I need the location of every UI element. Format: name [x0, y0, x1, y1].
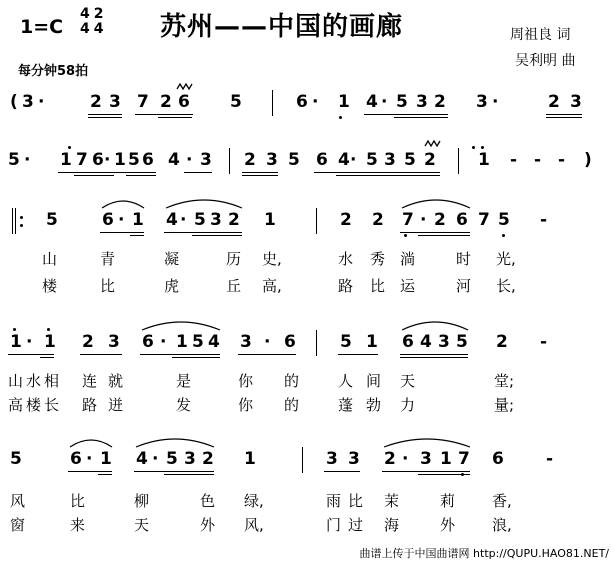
beam: [98, 474, 112, 475]
note: 3: [570, 92, 582, 112]
beam: [40, 357, 54, 358]
note: ·: [420, 210, 427, 230]
lyric-char: 发: [176, 396, 192, 414]
lyric-char: 水: [26, 372, 42, 390]
lyric-char: 比: [370, 277, 386, 295]
lyric-char: 水: [338, 250, 354, 268]
lyric-char: 天: [134, 516, 150, 534]
beam: [134, 471, 214, 472]
note: 7: [137, 92, 149, 112]
beam: [418, 235, 470, 236]
note: ·: [152, 449, 159, 469]
beam: [130, 235, 144, 236]
note: 1: [176, 332, 188, 352]
beam: [74, 175, 114, 176]
repeat-dot: [20, 216, 23, 219]
note: ·: [402, 449, 409, 469]
lyric-char: 史,: [262, 250, 282, 268]
beam: [382, 471, 470, 472]
beam: [192, 235, 242, 236]
lyric-char: 迸: [108, 396, 124, 414]
note: 6: [492, 449, 504, 469]
lyric-char: 蓬: [338, 396, 354, 414]
note: ·: [38, 92, 45, 112]
beam: [394, 117, 448, 118]
lyric-char: 山: [8, 372, 24, 390]
beam: [336, 175, 440, 176]
beam: [112, 172, 156, 173]
note: 3: [476, 92, 488, 112]
beam: [140, 354, 220, 355]
note: 1: [338, 92, 350, 112]
lyric-char: 河: [456, 277, 472, 295]
barline: [458, 148, 459, 174]
slur: [400, 318, 470, 332]
lyric-char: 茉: [384, 492, 400, 510]
beam: [100, 232, 144, 233]
score-line-5: [0, 449, 615, 493]
score-line-1: [0, 92, 615, 136]
note: 3: [326, 449, 338, 469]
note: 6: [70, 449, 82, 469]
note: -: [510, 150, 518, 170]
composer-credit: 吴利明 曲: [515, 53, 576, 69]
note: -: [540, 332, 548, 352]
beam: [172, 357, 220, 358]
lyric-char: 过: [348, 516, 364, 534]
beam: [364, 114, 448, 115]
lyric-char: 浪,: [492, 516, 512, 534]
note: 3: [210, 210, 222, 230]
repeat-dot: [20, 224, 23, 227]
note: 2: [228, 210, 240, 230]
higher-octave-dot: [68, 146, 71, 149]
barline: [272, 90, 273, 116]
lyric-char: 淌: [400, 250, 416, 268]
note: 2: [496, 332, 508, 352]
note: ·: [264, 332, 271, 352]
lyric-char: 莉: [440, 492, 456, 510]
score-line-2: [0, 150, 615, 194]
note: 6: [178, 92, 190, 112]
note: 7: [402, 210, 414, 230]
lower-octave-dot: [502, 234, 505, 237]
beam: [242, 172, 278, 173]
beam: [164, 232, 242, 233]
note: 1: [132, 210, 144, 230]
key-signature: 1=C: [20, 16, 64, 38]
beam: [546, 114, 582, 115]
note: 2: [244, 150, 256, 170]
note: 2: [82, 332, 94, 352]
lyric-char: 你: [238, 396, 254, 414]
beam: [400, 354, 468, 355]
lyric-char: 运: [400, 277, 416, 295]
lyric-char: 路: [82, 396, 98, 414]
note: 6: [142, 150, 154, 170]
lyrics-verse1-line1: [0, 248, 615, 268]
note: 5: [8, 150, 20, 170]
note: 1: [60, 150, 72, 170]
note: 2: [548, 92, 560, 112]
lyric-char: 堂;: [494, 372, 515, 390]
note: ·: [492, 92, 499, 112]
note: 3: [240, 332, 252, 352]
time-signature: [80, 7, 120, 37]
note: 4: [166, 210, 178, 230]
lyric-char: 外: [200, 516, 216, 534]
note: 3: [384, 150, 396, 170]
lyric-char: 丘: [226, 277, 242, 295]
slur: [400, 196, 472, 210]
note: 1: [10, 332, 22, 352]
lyric-char: 海: [384, 516, 400, 534]
note: 4: [208, 332, 220, 352]
barline: [229, 148, 230, 174]
barline: [316, 330, 317, 356]
note: 2: [372, 210, 384, 230]
beam: [164, 474, 214, 475]
lyric-char: 窗: [10, 516, 26, 534]
lyric-char: 凝: [164, 250, 180, 268]
beam: [324, 471, 360, 472]
note: 1: [114, 150, 126, 170]
lyric-char: 勃: [366, 396, 382, 414]
beam: [8, 354, 54, 355]
note: 6: [142, 332, 154, 352]
note: -: [540, 210, 548, 230]
note: 5: [396, 92, 408, 112]
note: 5: [194, 210, 206, 230]
beam: [126, 175, 156, 176]
higher-octave-dot: [47, 328, 50, 331]
lyrics-verse2-line1: [0, 275, 615, 295]
note: 1: [100, 449, 112, 469]
note: 4: [338, 150, 350, 170]
note: 6: [296, 92, 308, 112]
note: 2: [340, 210, 352, 230]
note: 7: [76, 150, 88, 170]
beam: [184, 172, 212, 173]
source-watermark: 曲谱上传于中国曲谱网 http://QUPU.HAO81.NET/: [359, 547, 609, 560]
slur: [164, 196, 244, 210]
note: 1: [264, 210, 276, 230]
repeat-start-barline: [15, 208, 16, 234]
note: 5: [404, 150, 416, 170]
note: 6: [102, 210, 114, 230]
lower-octave-dot: [339, 116, 342, 119]
note: 1: [440, 449, 452, 469]
beam: [58, 172, 114, 173]
lyric-char: 比: [70, 492, 86, 510]
lyric-char: 楼: [42, 277, 58, 295]
note: 5: [498, 210, 510, 230]
lyric-char: 绿,: [244, 492, 264, 510]
note: (: [10, 92, 18, 112]
lyric-char: 青: [100, 250, 116, 268]
higher-octave-dot: [472, 146, 475, 149]
lyric-char: 柳: [134, 492, 150, 510]
beam: [88, 114, 122, 115]
slur: [134, 435, 216, 449]
beam: [88, 117, 122, 118]
lower-octave-dot: [461, 473, 464, 476]
lyric-char: 连: [82, 372, 98, 390]
note: 1: [478, 150, 490, 170]
note: 2: [434, 92, 446, 112]
lyric-char: 高: [8, 396, 24, 414]
lyric-char: 比: [348, 492, 364, 510]
note: 3: [108, 332, 120, 352]
beam: [242, 175, 278, 176]
beam: [68, 471, 112, 472]
note: ·: [350, 150, 357, 170]
lyric-char: 秀: [370, 250, 386, 268]
lyric-char: 天: [400, 372, 416, 390]
note: 4: [366, 92, 378, 112]
beam: [400, 232, 470, 233]
note: 7: [478, 210, 490, 230]
note: 6: [284, 332, 296, 352]
note: -: [534, 150, 542, 170]
note: ·: [312, 92, 319, 112]
lyrics-verse2-line2: [0, 394, 615, 414]
lyric-char: 相: [44, 372, 60, 390]
note: 3: [109, 92, 121, 112]
higher-octave-dot: [13, 328, 16, 331]
note: 5: [366, 150, 378, 170]
note: 2: [384, 449, 396, 469]
note: ·: [104, 150, 111, 170]
tempo-marking: 每分钟58拍: [18, 64, 89, 79]
barline: [302, 447, 303, 473]
note: 6: [92, 150, 104, 170]
meter-4-4: 4 4: [80, 6, 90, 37]
lyric-char: 雨: [326, 492, 342, 510]
lyric-char: 你: [238, 372, 254, 390]
meter-2-4: 2 4: [93, 6, 104, 37]
note: -: [558, 150, 566, 170]
lyrics-verse2-line3: [0, 514, 615, 534]
lyric-char: 历: [226, 250, 242, 268]
slur: [100, 196, 146, 210]
mordent-mark: [176, 83, 194, 91]
lyric-char: 楼: [26, 396, 42, 414]
note: 3: [266, 150, 278, 170]
lyric-char: 间: [366, 372, 382, 390]
note: 4: [136, 449, 148, 469]
repeat-start-barline: [12, 208, 13, 234]
beam: [338, 354, 378, 355]
note: 5: [340, 332, 352, 352]
note: 3: [416, 92, 428, 112]
note: 2: [434, 210, 446, 230]
note: 5: [456, 332, 468, 352]
beam: [400, 357, 468, 358]
note: 5: [46, 210, 58, 230]
lyric-char: 就: [108, 372, 124, 390]
lyric-char: 量;: [494, 396, 515, 414]
note: 4: [420, 332, 432, 352]
lyric-char: 风,: [244, 516, 264, 534]
note: ·: [86, 449, 93, 469]
lyric-char: 香,: [492, 492, 512, 510]
lyric-char: 山: [42, 250, 58, 268]
note: 1: [244, 449, 256, 469]
beam: [546, 117, 582, 118]
lyric-char: 时: [456, 250, 472, 268]
note: ·: [24, 150, 31, 170]
note: ·: [118, 210, 125, 230]
note: -: [546, 449, 554, 469]
note: 6: [402, 332, 414, 352]
note: 5: [128, 150, 140, 170]
note: 3: [200, 150, 212, 170]
note: 3: [22, 92, 34, 112]
note: 1: [366, 332, 378, 352]
lyricist-credit: 周祖良 词: [510, 27, 571, 43]
note: 6: [456, 210, 468, 230]
note: 3: [184, 449, 196, 469]
lyrics-verse1-line3: [0, 490, 615, 510]
lyric-char: 来: [70, 516, 86, 534]
beam: [158, 117, 192, 118]
note: ·: [381, 92, 388, 112]
lyric-char: 的: [284, 372, 300, 390]
lyric-char: 路: [338, 277, 354, 295]
note: 3: [420, 449, 432, 469]
lyric-char: 人: [338, 372, 354, 390]
note: 7: [458, 449, 470, 469]
beam: [80, 354, 122, 355]
note: 6: [316, 150, 328, 170]
barline: [316, 208, 317, 234]
song-title: 苏州——中国的画廊: [160, 12, 404, 42]
note: ·: [160, 332, 167, 352]
note: 3: [438, 332, 450, 352]
lyric-char: 长,: [496, 277, 516, 295]
lyric-char: 风: [10, 492, 26, 510]
note: 2: [202, 449, 214, 469]
lyric-char: 色: [200, 492, 216, 510]
note: 3: [348, 449, 360, 469]
note: ·: [186, 150, 193, 170]
slur: [140, 318, 222, 332]
note: 1: [44, 332, 56, 352]
lyric-char: 门: [326, 516, 342, 534]
note: 5: [166, 449, 178, 469]
slur: [382, 435, 472, 449]
note: 2: [90, 92, 102, 112]
lyric-char: 比: [100, 277, 116, 295]
note: ·: [26, 332, 33, 352]
beam: [135, 114, 193, 115]
lyric-char: 是: [176, 372, 192, 390]
note: ·: [180, 210, 187, 230]
note: 5: [288, 150, 300, 170]
lyric-char: 光,: [496, 250, 516, 268]
higher-octave-dot: [481, 146, 484, 149]
note: 2: [160, 92, 172, 112]
lyric-char: 的: [284, 396, 300, 414]
lyric-char: 力: [400, 396, 416, 414]
beam: [314, 172, 440, 173]
note: 2: [424, 150, 436, 170]
note: 4: [168, 150, 180, 170]
slur: [68, 435, 114, 449]
lyric-char: 虎: [164, 277, 180, 295]
mordent-mark: [424, 140, 442, 148]
note: 5: [192, 332, 204, 352]
note: 5: [10, 449, 22, 469]
lyric-char: 长: [44, 396, 60, 414]
lyric-char: 高,: [262, 277, 282, 295]
lower-octave-dot: [404, 234, 407, 237]
beam: [238, 354, 296, 355]
lyrics-verse1-line2: [0, 370, 615, 390]
note: 5: [230, 92, 242, 112]
note: ): [584, 150, 592, 170]
lyric-char: 外: [440, 516, 456, 534]
